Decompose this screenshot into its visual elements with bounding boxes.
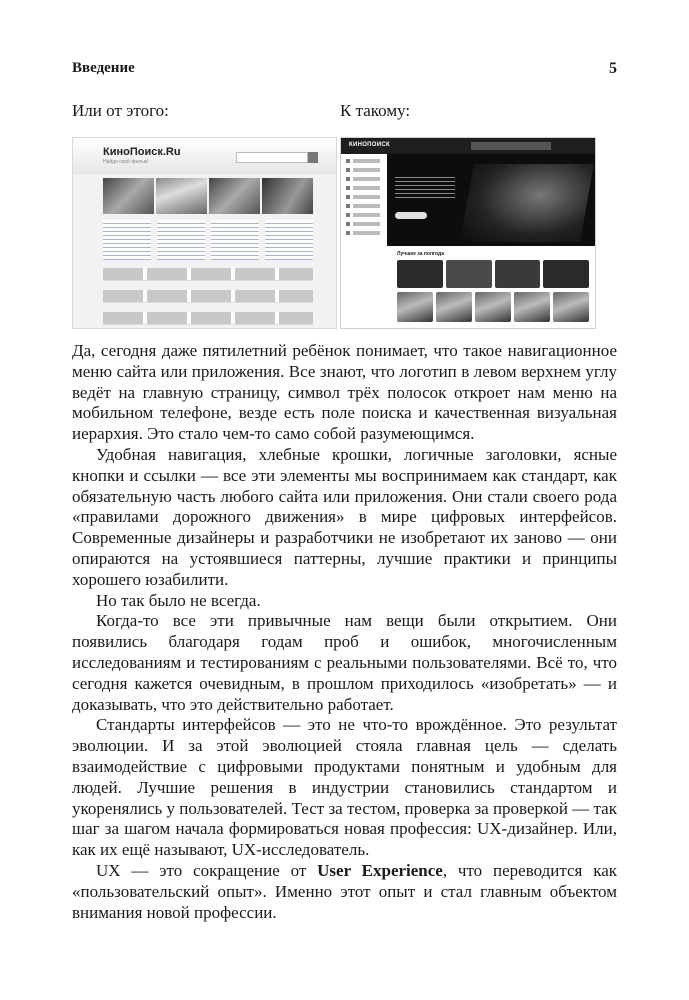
- old-site-header: [73, 138, 336, 174]
- paragraph-text: UX — это сокращение от: [96, 860, 318, 880]
- old-site-photo: [209, 178, 260, 214]
- left-figure-caption: Или от этого:: [72, 101, 169, 120]
- term-user-experience: User Experience: [317, 860, 443, 880]
- new-site-hero-text: [395, 174, 455, 200]
- new-site-poster: [514, 292, 550, 322]
- paragraph: Стандарты интерфейсов — это не что-то врождённое. Это результат эволюции. И за этой эволюцией стояла главная цель — сделать взаимодействие с цифровыми продуктами понятным и удобным для людей. Лучшие решения в индустрии становились стандартом и укоренялись у пользователей. Тест за тестом, проверка за проверкой — так шаг за шагом начала формироваться новая профессия: UX-дизайнер. Или, как их ещё называют, UX-исследователь.: [72, 715, 617, 860]
- new-site-topbar: [341, 138, 595, 154]
- paragraph: Удобная навигация, хлебные крошки, логичные заголовки, ясные кнопки и ссылки — все эти элементы мы воспринимаем как стандарт, как обязательную часть любого сайта или приложения. Они стали своего рода «правилами дорожного движения» в мире цифровых интерфейсов. Современные дизайнеры и разработчики не изобретают их заново — они опираются на устоявшиеся паттерны, лучшие практики и принципы хорошего юзабилити.: [72, 444, 617, 589]
- paragraph: Да, сегодня даже пятилетний ребёнок понимает, что такое навигационное меню сайта или приложения. Все знают, что логотип в левом верхнем углу ведёт на главную страницу, символ трёх полосок откроет нам меню на мобильном телефоне, везде есть поле поиска и качественная визуальная иерархия. Это стало чем-то само собой разумеющимся.: [72, 341, 617, 444]
- old-site-link-column: [103, 220, 151, 260]
- old-site-search-field: [236, 152, 308, 163]
- new-site-search-field: [471, 142, 551, 150]
- new-site-hero-button: [395, 212, 427, 219]
- old-site-photo: [262, 178, 313, 214]
- page-header: [72, 60, 617, 84]
- new-site-nav-item: [346, 168, 380, 172]
- new-site-poster: [475, 292, 511, 322]
- new-site-poster: [436, 292, 472, 322]
- old-site-link-columns: [103, 220, 313, 260]
- paragraph-ux-definition: [72, 861, 617, 923]
- new-site-nav-item: [346, 231, 380, 235]
- old-site-news-item: [103, 268, 313, 281]
- new-site-category-tile: [397, 260, 443, 288]
- new-site-nav-item: [346, 159, 380, 163]
- new-site-category-tiles: [397, 260, 589, 288]
- new-site-category-tile: [495, 260, 541, 288]
- new-site-screenshot: [340, 137, 596, 329]
- new-site-nav-item: [346, 177, 380, 181]
- right-figure-caption: К такому:: [340, 101, 411, 120]
- new-site-nav-item: [346, 222, 380, 226]
- new-site-nav-item: [346, 204, 380, 208]
- new-site-category-tile: [543, 260, 589, 288]
- new-site-poster: [553, 292, 589, 322]
- new-site-nav-item: [346, 213, 380, 217]
- old-site-photo-strip: [103, 178, 313, 214]
- old-site-search-button: [308, 152, 318, 163]
- paragraph: Когда-то все эти привычные нам вещи были открытием. Они появились благодаря годам проб и ошибок, многочисленным исследованиям и тестированиям с реальными пользователями. Всё то, что сегодня кажется очевидным, в прошлом приходилось «изобретать» — и доказывать, что это действительно работает.: [72, 611, 617, 714]
- old-site-news-item: [103, 290, 313, 303]
- old-site-photo: [103, 178, 154, 214]
- old-site-link-column: [211, 220, 259, 260]
- old-site-link-column: [157, 220, 205, 260]
- new-site-poster: [397, 292, 433, 322]
- old-site-tagline: Найди свой фильм!: [103, 159, 149, 165]
- new-site-nav-item: [346, 186, 380, 190]
- new-site-logo: КИНОПОИСК: [349, 142, 390, 148]
- old-site-screenshot: [72, 137, 337, 329]
- page-number: 5: [609, 60, 617, 77]
- old-site-news-item: [103, 312, 313, 325]
- new-site-hero-banner: [387, 154, 595, 246]
- paragraph: Но так было не всегда.: [96, 590, 261, 610]
- old-site-link-column: [265, 220, 313, 260]
- old-site-news-list: [103, 268, 313, 329]
- old-site-logo: КиноПоиск.Ru: [103, 146, 181, 158]
- old-site-photo: [156, 178, 207, 214]
- new-site-category-tile: [446, 260, 492, 288]
- new-site-hero-image: [460, 164, 594, 242]
- paragraph-text: , что переводится как «пользовательский опыт». Именно этот опыт и стал главным объектом внимания новой профессии.: [72, 860, 617, 922]
- new-site-poster-row: [397, 292, 589, 322]
- new-site-nav-item: [346, 195, 380, 199]
- section-title: Введение: [72, 60, 135, 76]
- body-text: [72, 341, 617, 923]
- new-site-sidebar: [341, 154, 387, 244]
- new-site-section-heading: Лучшее за полгода: [397, 251, 444, 257]
